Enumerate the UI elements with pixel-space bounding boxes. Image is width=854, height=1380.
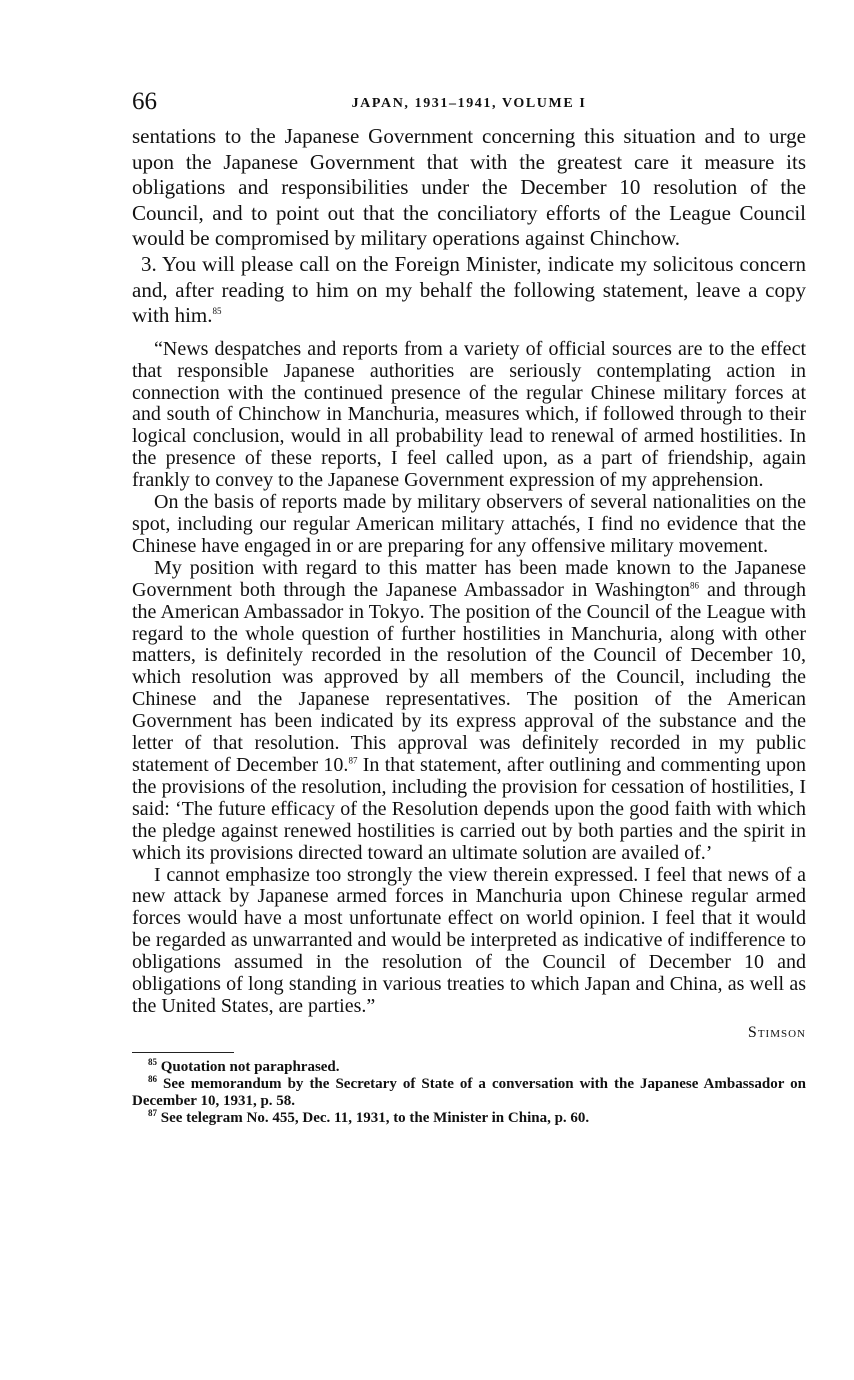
footnote-divider (132, 1052, 234, 1053)
footnote-text: Quotation not paraphrased. (157, 1058, 340, 1075)
footnote-mark: 87 (148, 1107, 157, 1118)
quote-paragraph-3-part-c: In that statement, after outlining and commenting upon the provisions of the resolution, including the provision for cessation of hostilities, I said: ‘The future efficacy of the Resolution depends upon the good faith with which the pledge against renewed hostilities is carried out by both parties and the spirit in which its provisions directed toward an ultimate solution are availed of.’ (132, 753, 807, 864)
page-header (132, 88, 806, 124)
footnote-86 (132, 1073, 806, 1110)
footnote-87 (132, 1107, 806, 1127)
body-paragraph-2 (132, 252, 806, 329)
quote-paragraph-1: “News despatches and reports from a variety of official sources are to the effect that responsible Japanese authorities are seriously contemplating action in connection with the continued presence of the regular Chinese military forces at and south of Chinchow in Manchuria, measures which, if followed through to their logical conclusion, would in all probability lead to renewal of armed hostilities. In the presence of these reports, I feel called upon, as a part of friendship, again frankly to convey to the Japanese Government expression of my apprehension. (132, 337, 806, 492)
quote-paragraph-4: I cannot emphasize too strongly the view therein expressed. I feel that news of a new attack by Japanese armed forces in Manchuria upon Chinese regular armed forces would have a most unfortunate effect on world opinion. I feel that it would be regarded as unwarranted and would be interpreted as indicative of indifference to obligations assumed in the resolution of the Council of December 10 and obligations of long standing in various treaties to which Japan and China, as well as the United States, are parties.” (132, 863, 806, 1017)
footnotes (132, 1056, 806, 1127)
body-paragraph-2-text: 3. You will please call on the Foreign Minister, indicate my solicitous concern and, after reading to him on my behalf the following statement, leave a copy with him. (132, 251, 806, 328)
quote-paragraph-3-part-a: My position with regard to this matter has been made known to the Japanese Government both through the Japanese Ambassador in Washington (132, 556, 806, 601)
footnote-mark: 86 (148, 1073, 157, 1084)
body-paragraph-1: sentations to the Japanese Government concerning this situation and to urge upon the Japanese Government that with the greatest care it measure its obligations and responsibilities under the December 10 resolution of the Council, and to point out that the conciliatory efforts of the League Council would be compromised by military operations against Chinchow. (132, 124, 806, 251)
footnote-mark: 85 (148, 1056, 157, 1067)
footnote-text: See telegram No. 455, Dec. 11, 1931, to the Minister in China, p. 60. (157, 1109, 590, 1126)
quote-paragraph-2: On the basis of reports made by military observers of several nationalities on the spot, including our regular American military attachés, I find no evidence that the Chinese have engaged in or are preparing for any offensive military movement. (132, 491, 806, 557)
quoted-statement (132, 339, 806, 1018)
footnote-text: See memorandum by the Secretary of State of a conversation with the Japanese Ambassador on December 10, 1931, p. 58. (132, 1075, 806, 1109)
running-head: JAPAN, 1931–1941, VOLUME I (351, 96, 587, 111)
footnote-ref-85: 85 (212, 306, 222, 317)
signature: Stimson (747, 1023, 806, 1041)
footnote-85 (132, 1056, 806, 1076)
document-page (132, 88, 806, 1127)
footnote-ref-86: 86 (690, 580, 700, 591)
footnote-ref-87: 87 (348, 755, 358, 766)
quote-paragraph-3-part-b: and through the American Ambassador in Tokyo. The position of the Council of the League with regard to the whole question of further hostilities in Manchuria, along with other matters, is definitely recorded in the resolution of the Council of December 10, which resolution was approved by all members of the Council, including the Chinese and the Japanese representatives. The position of the American Government has been indicated by its express approval of the substance and the letter of that resolution. This approval was definitely recorded in my public statement of December 10. (132, 578, 807, 776)
page-number: 66 (132, 88, 157, 115)
quote-paragraph-3 (132, 558, 806, 865)
